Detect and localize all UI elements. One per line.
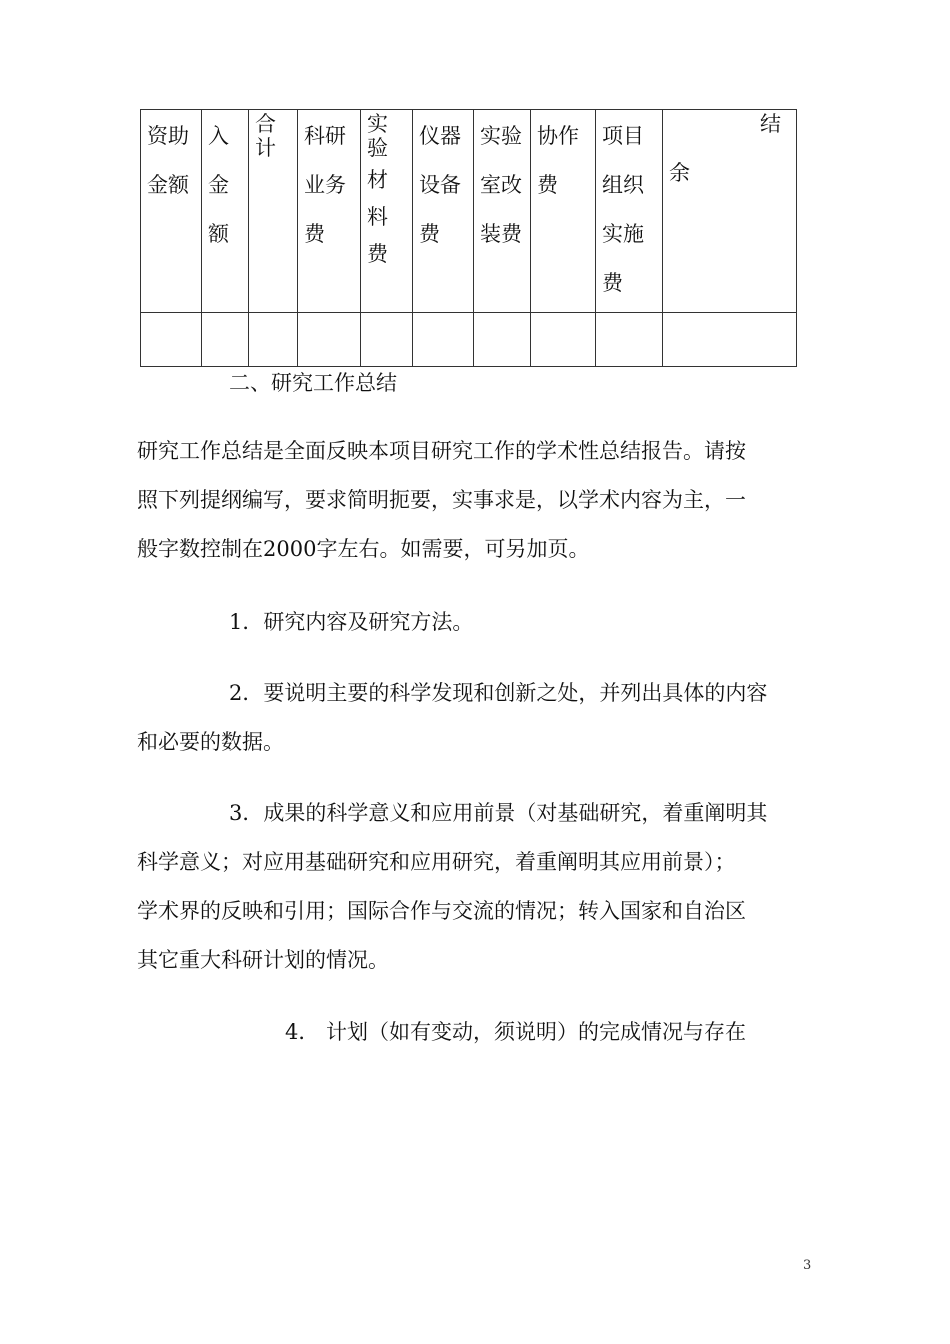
header-cell-cooperation-fee: 协作 费 [531,110,596,313]
intro-line: 般字数控制在2000字左右。如需要，可另加页。 [137,537,590,561]
table-cell [249,313,298,367]
page-number: 3 [803,1258,812,1273]
intro-line: 照下列提纲编写，要求简明扼要，实事求是，以学术内容为主，一 [137,488,746,512]
table-header-row [141,110,797,313]
table-cell [474,313,531,367]
header-cell-lab-material-fee: 实 验 材 料 费 [361,110,413,313]
header-cell-equipment-fee: 仪器 设备 费 [413,110,474,313]
header-cell-lab-renovation-fee: 实验 室改 装费 [474,110,531,313]
table-cell [298,313,361,367]
table-cell [141,313,202,367]
table-cell [663,313,797,367]
table-cell [202,313,249,367]
section-heading: 二、研究工作总结 [229,371,397,395]
outline-item-line: 其它重大科研计划的情况。 [137,948,389,972]
outline-item-3 [137,801,797,997]
outline-item-line: 学术界的反映和引用；国际合作与交流的情况；转入国家和自治区 [137,899,746,923]
header-cell-balance: 结 余 [663,110,797,313]
outline-item-line: 和必要的数据。 [137,730,284,754]
header-cell-income-amount: 入 金 额 [202,110,249,313]
budget-table [140,109,797,367]
outline-item-line: 3．成果的科学意义和应用前景（对基础研究，着重阐明其 [229,801,768,825]
outline-item-line: 2．要说明主要的科学发现和创新之处，并列出具体的内容 [229,681,768,705]
table-cell [413,313,474,367]
outline-item-line: 科学意义；对应用基础研究和应用研究，着重阐明其应用前景）； [137,850,736,874]
outline-item-4: 4． 计划（如有变动，须说明）的完成情况与存在 [285,1020,747,1044]
outline-item-2 [137,681,797,779]
header-cell-funding-amount: 资助 金额 [141,110,202,313]
header-cell-total: 合 计 [249,110,298,313]
intro-paragraph [137,439,797,586]
table-cell [531,313,596,367]
table-row [141,313,797,367]
table-cell [596,313,663,367]
table-cell [361,313,413,367]
header-cell-project-organization-fee: 项目 组织 实施 费 [596,110,663,313]
intro-line: 研究工作总结是全面反映本项目研究工作的学术性总结报告。请按 [137,439,746,463]
outline-item-1: 1．研究内容及研究方法。 [229,610,474,634]
header-cell-research-fee: 科研 业务 费 [298,110,361,313]
